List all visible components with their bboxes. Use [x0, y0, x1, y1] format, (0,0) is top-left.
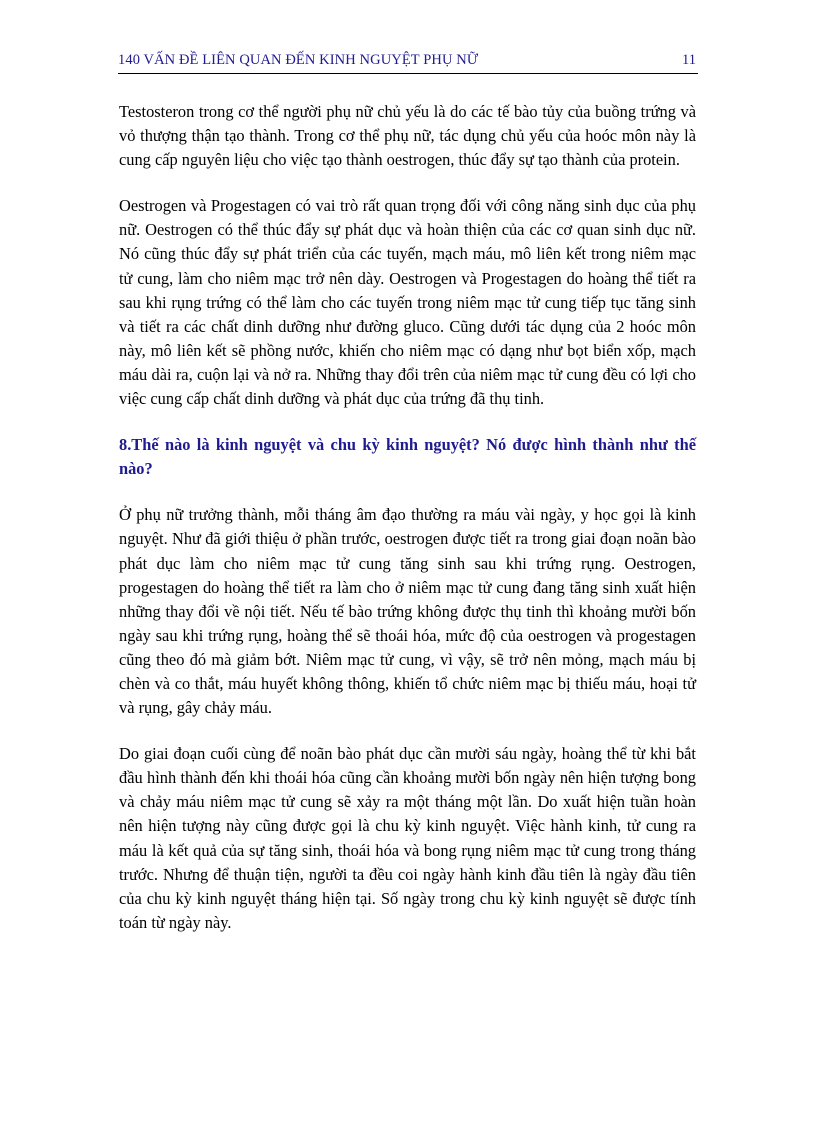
paragraph-gap — [119, 720, 696, 742]
paragraph-gap — [119, 172, 696, 194]
page-number: 11 — [682, 52, 696, 68]
paragraph-testosteron: Testosteron trong cơ thể người phụ nữ chủ yếu là do các tế bào tủy của buồng trứng và vỏ thượng thận tạo thành. Trong cơ thể phụ nữ, tác dụng chủ yếu của hoóc môn này là cung cấp nguyên liệu cho việc tạo thành oestrogen, thúc đẩy sự tạo thành của protein. — [119, 102, 696, 170]
paragraph-menstruation: Ở phụ nữ trưởng thành, mỗi tháng âm đạo thường ra máu vài ngày, y học gọi là kinh nguyệt. Như đã giới thiệu ở phần trước, oestrogen được tiết ra trong giai đoạn noãn bào phát dục làm cho niêm mạc tử cung tăng sinh sau khi trứng rụng. Oestrogen, progestagen do hoàng thể tiết ra làm cho ở niêm mạc tử cung đang tăng sinh xuất hiện những thay đổi về nội tiết. Nếu tế bào trứng không được thụ tinh thì khoảng mười bốn ngày sau khi trứng rụng, hoàng thể sẽ thoái hóa, mức độ của oestrogen và progestagen cũng theo đó mà giảm bớt. Niêm mạc tử cung, vì vậy, sẽ trở nên mỏng, mạch máu bị chèn và co thắt, máu huyết không thông, khiến tổ chức niêm mạc bị thiếu máu, hoại tử và rụng, gây chảy máu. — [119, 505, 696, 718]
paragraph-menstrual-cycle: Do giai đoạn cuối cùng để noãn bào phát dục cần mười sáu ngày, hoàng thể từ khi bắt đầu hình thành đến khi thoái hóa cũng cần khoảng mười bốn ngày nên hiện tượng bong và chảy máu niêm mạc tử cung sẽ xảy ra một tháng một lần. Do xuất hiện tuần hoàn nên hiện tượng này cũng được gọi là chu kỳ kinh nguyệt. Việc hành kinh, tử cung ra máu là kết quả của sự tăng sinh, thoái hóa và bong rụng niêm mạc tử cung trong tháng trước. Nhưng để thuận tiện, người ta đều coi ngày hành kinh đầu tiên là ngày đầu tiên của chu kỳ kinh nguyệt tháng hiện tại. Số ngày trong chu kỳ kinh nguyệt sẽ được tính toán từ ngày này. — [119, 744, 696, 932]
running-header — [118, 48, 698, 74]
page-content — [119, 100, 696, 935]
paragraph-oestrogen-progestagen: Oestrogen và Progestagen có vai trò rất quan trọng đối với công năng sinh dục của phụ nữ. Oestrogen có thể thúc đẩy sự phát dục và hoàn thiện của các cơ quan sinh dục nữ. Nó cũng thúc đẩy sự phát triển của các tuyến, mạch máu, mô liên kết trong niêm mạc tử cung, làm cho niêm mạc trở nên dày. Oestrogen và Progestagen do hoàng thể tiết ra sau khi rụng trứng có thể làm cho các tuyến trong niêm mạc tử cung tiếp tục tăng sinh và tiết ra các chất dinh dưỡng như đường gluco. Cũng dưới tác dụng của 2 hoóc môn này, mô liên kết sẽ phồng nước, khiến cho niêm mạc có dạng như bọt biển xốp, mạch máu dài ra, cuộn lại và nở ra. Những thay đổi trên của niêm mạc tử cung đều có lợi cho việc cung cấp chất dinh dưỡng và phát dục của trứng đã thụ tinh. — [119, 196, 696, 409]
paragraph-gap — [119, 481, 696, 503]
book-title: 140 VẤN ĐỀ LIÊN QUAN ĐẾN KINH NGUYỆT PHỤ NỮ — [118, 52, 479, 68]
paragraph-gap — [119, 411, 696, 433]
section-heading-8: 8.Thế nào là kinh nguyệt và chu kỳ kinh nguyệt? Nó được hình thành như thế nào? — [119, 435, 696, 479]
